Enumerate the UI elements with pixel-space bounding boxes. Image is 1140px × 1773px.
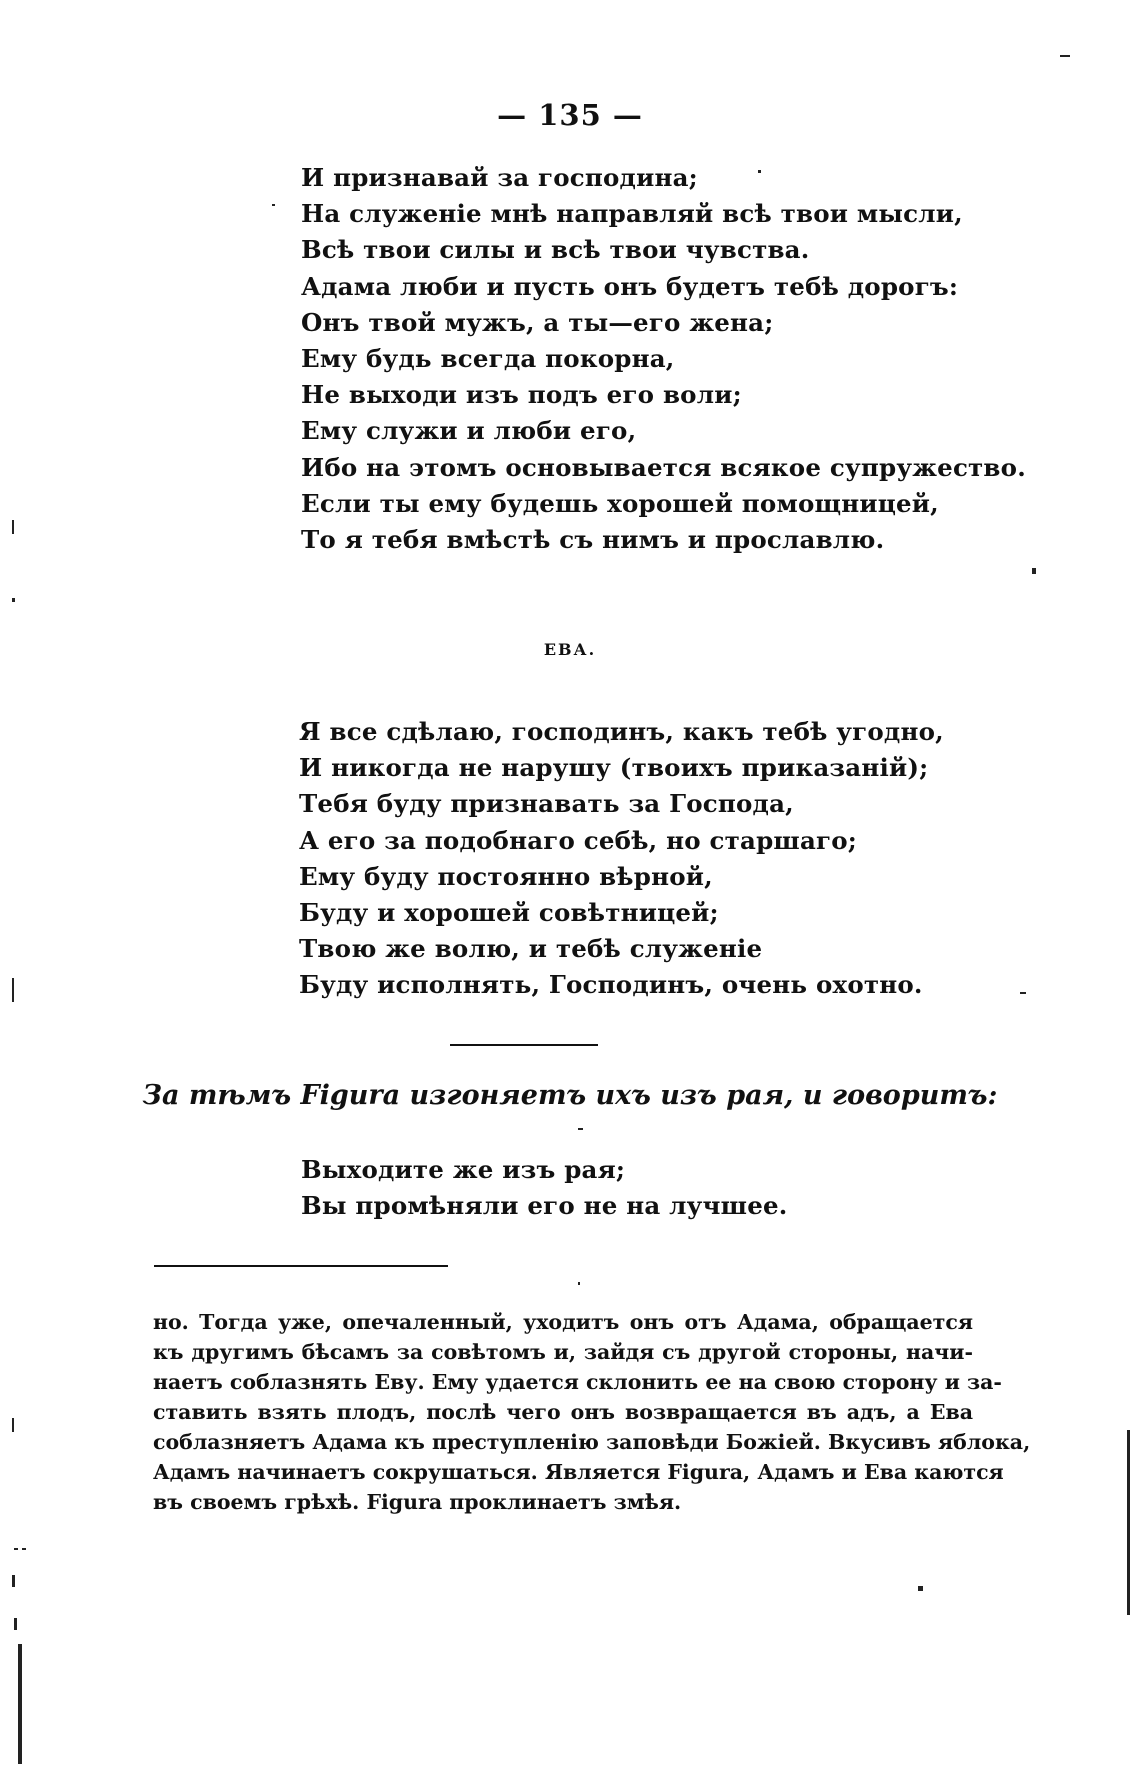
figure-closing-verse	[301, 1152, 788, 1224]
verse-line: А его за подобнаго себѣ, но старшаго;	[299, 825, 858, 855]
verse-line: Выходите же изъ рая;	[301, 1155, 626, 1184]
scan-speck	[272, 204, 275, 206]
verse-line: И никогда не нарушу (твоихъ приказаній);	[299, 753, 929, 783]
verse-line: Ему служи и люби его,	[301, 416, 637, 446]
scan-speck	[578, 1128, 583, 1130]
scan-speck	[12, 978, 14, 1002]
footnote-line: но. Тогда уже, опечаленный, уходитъ онъ отъ Адама, обращается	[153, 1310, 973, 1334]
verse-line: И признавай за господина;	[301, 163, 698, 192]
scan-speck	[14, 1618, 17, 1630]
scan-speck	[1127, 1430, 1130, 1615]
footnote-line: наетъ соблазнять Еву. Ему удается склонить ее на свою сторону и за-	[153, 1370, 1002, 1394]
verse-line: Буду и хорошей совѣтницей;	[299, 897, 719, 927]
verse-line: На служеніе мнѣ направляй всѣ твои мысли,	[301, 199, 963, 229]
scan-speck	[14, 1548, 18, 1550]
eve-speech-verse	[299, 714, 944, 1004]
verse-line: Ему буду постоянно вѣрной,	[299, 861, 713, 891]
stage-direction: За тѣмъ Figura изгоняетъ ихъ изъ рая, и говоритъ:	[142, 1080, 998, 1111]
scan-speck	[1020, 992, 1026, 994]
footnote-line: соблазняетъ Адама къ преступленію заповѣди Божіей. Вкусивъ яблока,	[153, 1430, 1031, 1454]
scan-speck	[22, 1548, 26, 1550]
scan-speck	[758, 170, 761, 173]
footnote-line: къ другимъ бѣсамъ за совѣтомъ и, зайдя съ другой стороны, начи-	[153, 1340, 973, 1364]
speaker-name-eve: ЕВА.	[543, 640, 597, 659]
verse-line: Я все сдѣлаю, господинъ, какъ тебѣ угодно,	[299, 717, 944, 746]
footnote	[153, 1307, 1031, 1517]
verse-line: Если ты ему будешь хорошей помощницей,	[301, 488, 939, 518]
verse-line: Онъ твой мужъ, а ты—его жена;	[301, 307, 774, 337]
scan-speck	[12, 1575, 15, 1587]
verse-line: То я тебя вмѣстѣ съ нимъ и прославлю.	[301, 524, 885, 554]
scan-speck	[1060, 55, 1070, 57]
page-number: — 135 —	[497, 98, 643, 132]
footnote-divider	[154, 1265, 448, 1267]
verse-line: Вы промѣняли его не на лучшее.	[301, 1191, 788, 1221]
scan-speck	[1032, 568, 1036, 574]
verse-line: Твою же волю, и тебѣ служеніе	[299, 934, 763, 964]
scan-speck	[18, 1644, 22, 1764]
scan-speck	[12, 598, 15, 602]
verse-line: Всѣ твои силы и всѣ твои чувства.	[301, 235, 810, 265]
footnote-line: въ своемъ грѣхѣ. Figura проклинаетъ змѣя.	[153, 1490, 682, 1514]
verse-line: Тебя буду признавать за Господа,	[299, 789, 794, 819]
verse-line: Адама люби и пусть онъ будетъ тебѣ дорогъ:	[301, 271, 959, 301]
figure-speech-verse	[301, 160, 1026, 558]
scan-speck	[12, 1418, 14, 1432]
scan-speck	[918, 1586, 923, 1591]
footnote-line: Адамъ начинаетъ сокрушаться. Является Figura, Адамъ и Ева каются	[153, 1460, 1004, 1484]
verse-line: Ибо на этомъ основывается всякое супружество.	[301, 452, 1026, 482]
section-divider	[450, 1044, 598, 1046]
verse-line: Не выходи изъ подъ его воли;	[301, 380, 742, 410]
footnote-line: ставить взять плодъ, послѣ чего онъ возвращается въ адъ, а Ева	[153, 1400, 973, 1424]
verse-line: Ему будь всегда покорна,	[301, 343, 675, 373]
verse-line: Буду исполнять, Господинъ, очень охотно.	[299, 970, 923, 1000]
scan-speck	[12, 520, 14, 534]
scan-speck	[578, 1282, 580, 1285]
